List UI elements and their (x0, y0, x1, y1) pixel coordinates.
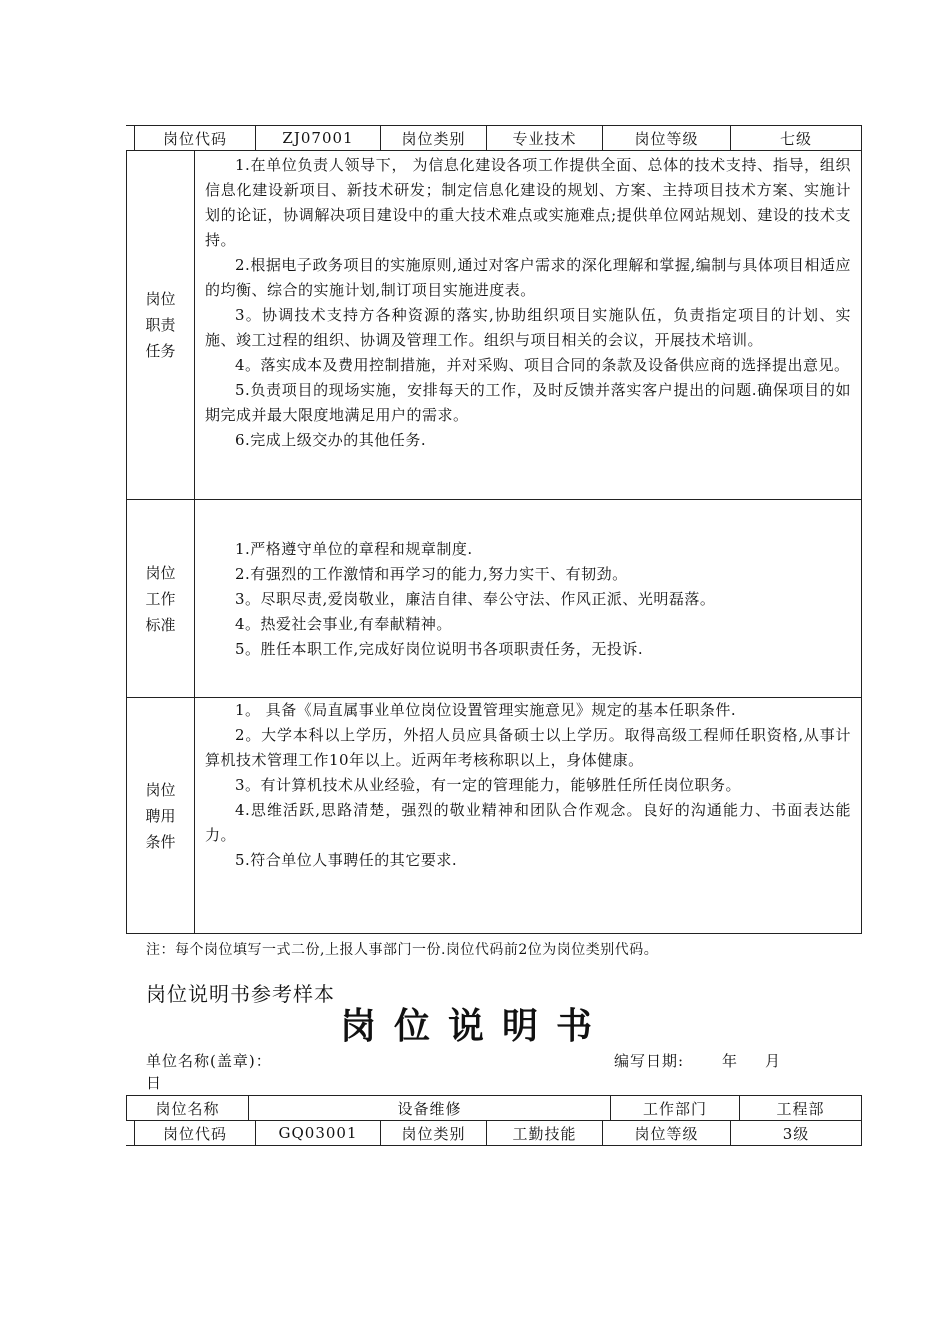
standard-item: 1.严格遵守单位的章程和规章制度. (235, 540, 473, 558)
duty-item: 5.负责项目的现场实施，安排每天的工作，及时反馈并落实客户提出的问题.确保项目的如期完成并最大限度地满足用户的需求。 (205, 381, 851, 424)
department-value: 工程部 (740, 1096, 862, 1121)
year-label: 年 (722, 1052, 739, 1070)
position-info-row (134, 125, 862, 151)
standard-item: 3。尽职尽责,爱岗敬业，廉洁自律、奉公守法、作风正派、光明磊落。 (235, 590, 716, 608)
requirement-item: 4.思维活跃,思路清楚，强烈的敬业精神和团队合作观念。良好的沟通能力、书面表达能力。 (205, 801, 851, 844)
section-label-standards: 岗位 工作 标准 (127, 500, 195, 698)
section-content-requirements (195, 698, 862, 934)
grade-value: 七级 (731, 126, 862, 151)
section-content-standards (195, 500, 862, 698)
section-label-requirements: 岗位 聘用 条件 (127, 698, 195, 934)
job-description-table (126, 150, 862, 934)
table-note: 注：每个岗位填写一式二份,上报人事部门一份.岗位代码前2位为岗位类别代码。 (146, 942, 659, 958)
duty-item: 3。协调技术支持方各种资源的落实,协助组织项目实施队伍，负责指定项目的计划、实施、竣工过程的组织、协调及管理工作。组织与项目相关的会议，开展技术培训。 (205, 306, 851, 349)
category-value: 工勤技能 (487, 1121, 603, 1146)
duty-item: 2.根据电子政务项目的实施原则,通过对客户需求的深化理解和掌握,编制与具体项目相适应的均衡、综合的实施计划,制订项目实施进度表。 (205, 256, 851, 299)
document-title: 岗位说明书 (339, 1005, 610, 1047)
code-value: GQ03001 (256, 1121, 381, 1146)
position-code-row (134, 1120, 862, 1146)
table-edge-mark (126, 125, 134, 126)
requirement-item: 1。 具备《局直属事业单位岗位设置管理实施意见》规定的基本任职条件. (235, 701, 737, 719)
duty-item: 6.完成上级交办的其他任务. (235, 431, 427, 449)
date-label: 编写日期: (614, 1052, 685, 1070)
duty-item: 1.在单位负责人领导下， 为信息化建设各项工作提供全面、总体的技术支持、指导，组织信息化建设新项目、新技术研发；制定信息化建设的规划、方案、主持项目技术方案、实施计划的论证，协调解决项目建设中的重大技术难点或实施难点;提供单位网站规划、建设的技术支持。 (205, 156, 851, 249)
table-edge-mark (126, 1145, 134, 1146)
requirement-item: 3。有计算机技术从业经验，有一定的管理能力，能够胜任所任岗位职务。 (235, 776, 742, 794)
code-value: ZJ07001 (256, 126, 381, 151)
standard-item: 5。胜任本职工作,完成好岗位说明书各项职责任务，无投诉. (235, 640, 644, 658)
standard-item: 4。热爱社会事业,有奉献精神。 (235, 615, 452, 633)
department-label: 工作部门 (611, 1096, 740, 1121)
code-label: 岗位代码 (135, 126, 256, 151)
section-content-duties (195, 151, 862, 500)
position-name-value: 设备维修 (249, 1096, 611, 1121)
duty-item: 4。落实成本及费用控制措施，并对采购、项目合同的条款及设备供应商的选择提出意见。 (235, 356, 850, 374)
day-label: 日 (146, 1074, 163, 1092)
requirement-item: 2。大学本科以上学历，外招人员应具备硕士以上学历。取得高级工程师任职资格,从事计算机技术管理工作10年以上。近两年考核称职以上，身体健康。 (205, 726, 851, 769)
grade-label: 岗位等级 (603, 1121, 731, 1146)
grade-value: 3级 (731, 1121, 862, 1146)
standard-item: 2.有强烈的工作激情和再学习的能力,努力实干、有韧劲。 (235, 565, 628, 583)
sample-heading: 岗位说明书参考样本 (146, 982, 335, 1006)
section-label-duties: 岗位 职责 任务 (127, 151, 195, 500)
code-label: 岗位代码 (135, 1121, 256, 1146)
position-name-label: 岗位名称 (127, 1096, 249, 1121)
month-label: 月 (765, 1052, 782, 1070)
requirement-item: 5.符合单位人事聘任的其它要求. (235, 851, 458, 869)
category-value: 专业技术 (487, 126, 603, 151)
position-name-row (126, 1095, 862, 1121)
unit-name-label: 单位名称(盖章)： (146, 1052, 272, 1070)
grade-label: 岗位等级 (603, 126, 731, 151)
category-label: 岗位类别 (381, 1121, 487, 1146)
category-label: 岗位类别 (381, 126, 487, 151)
